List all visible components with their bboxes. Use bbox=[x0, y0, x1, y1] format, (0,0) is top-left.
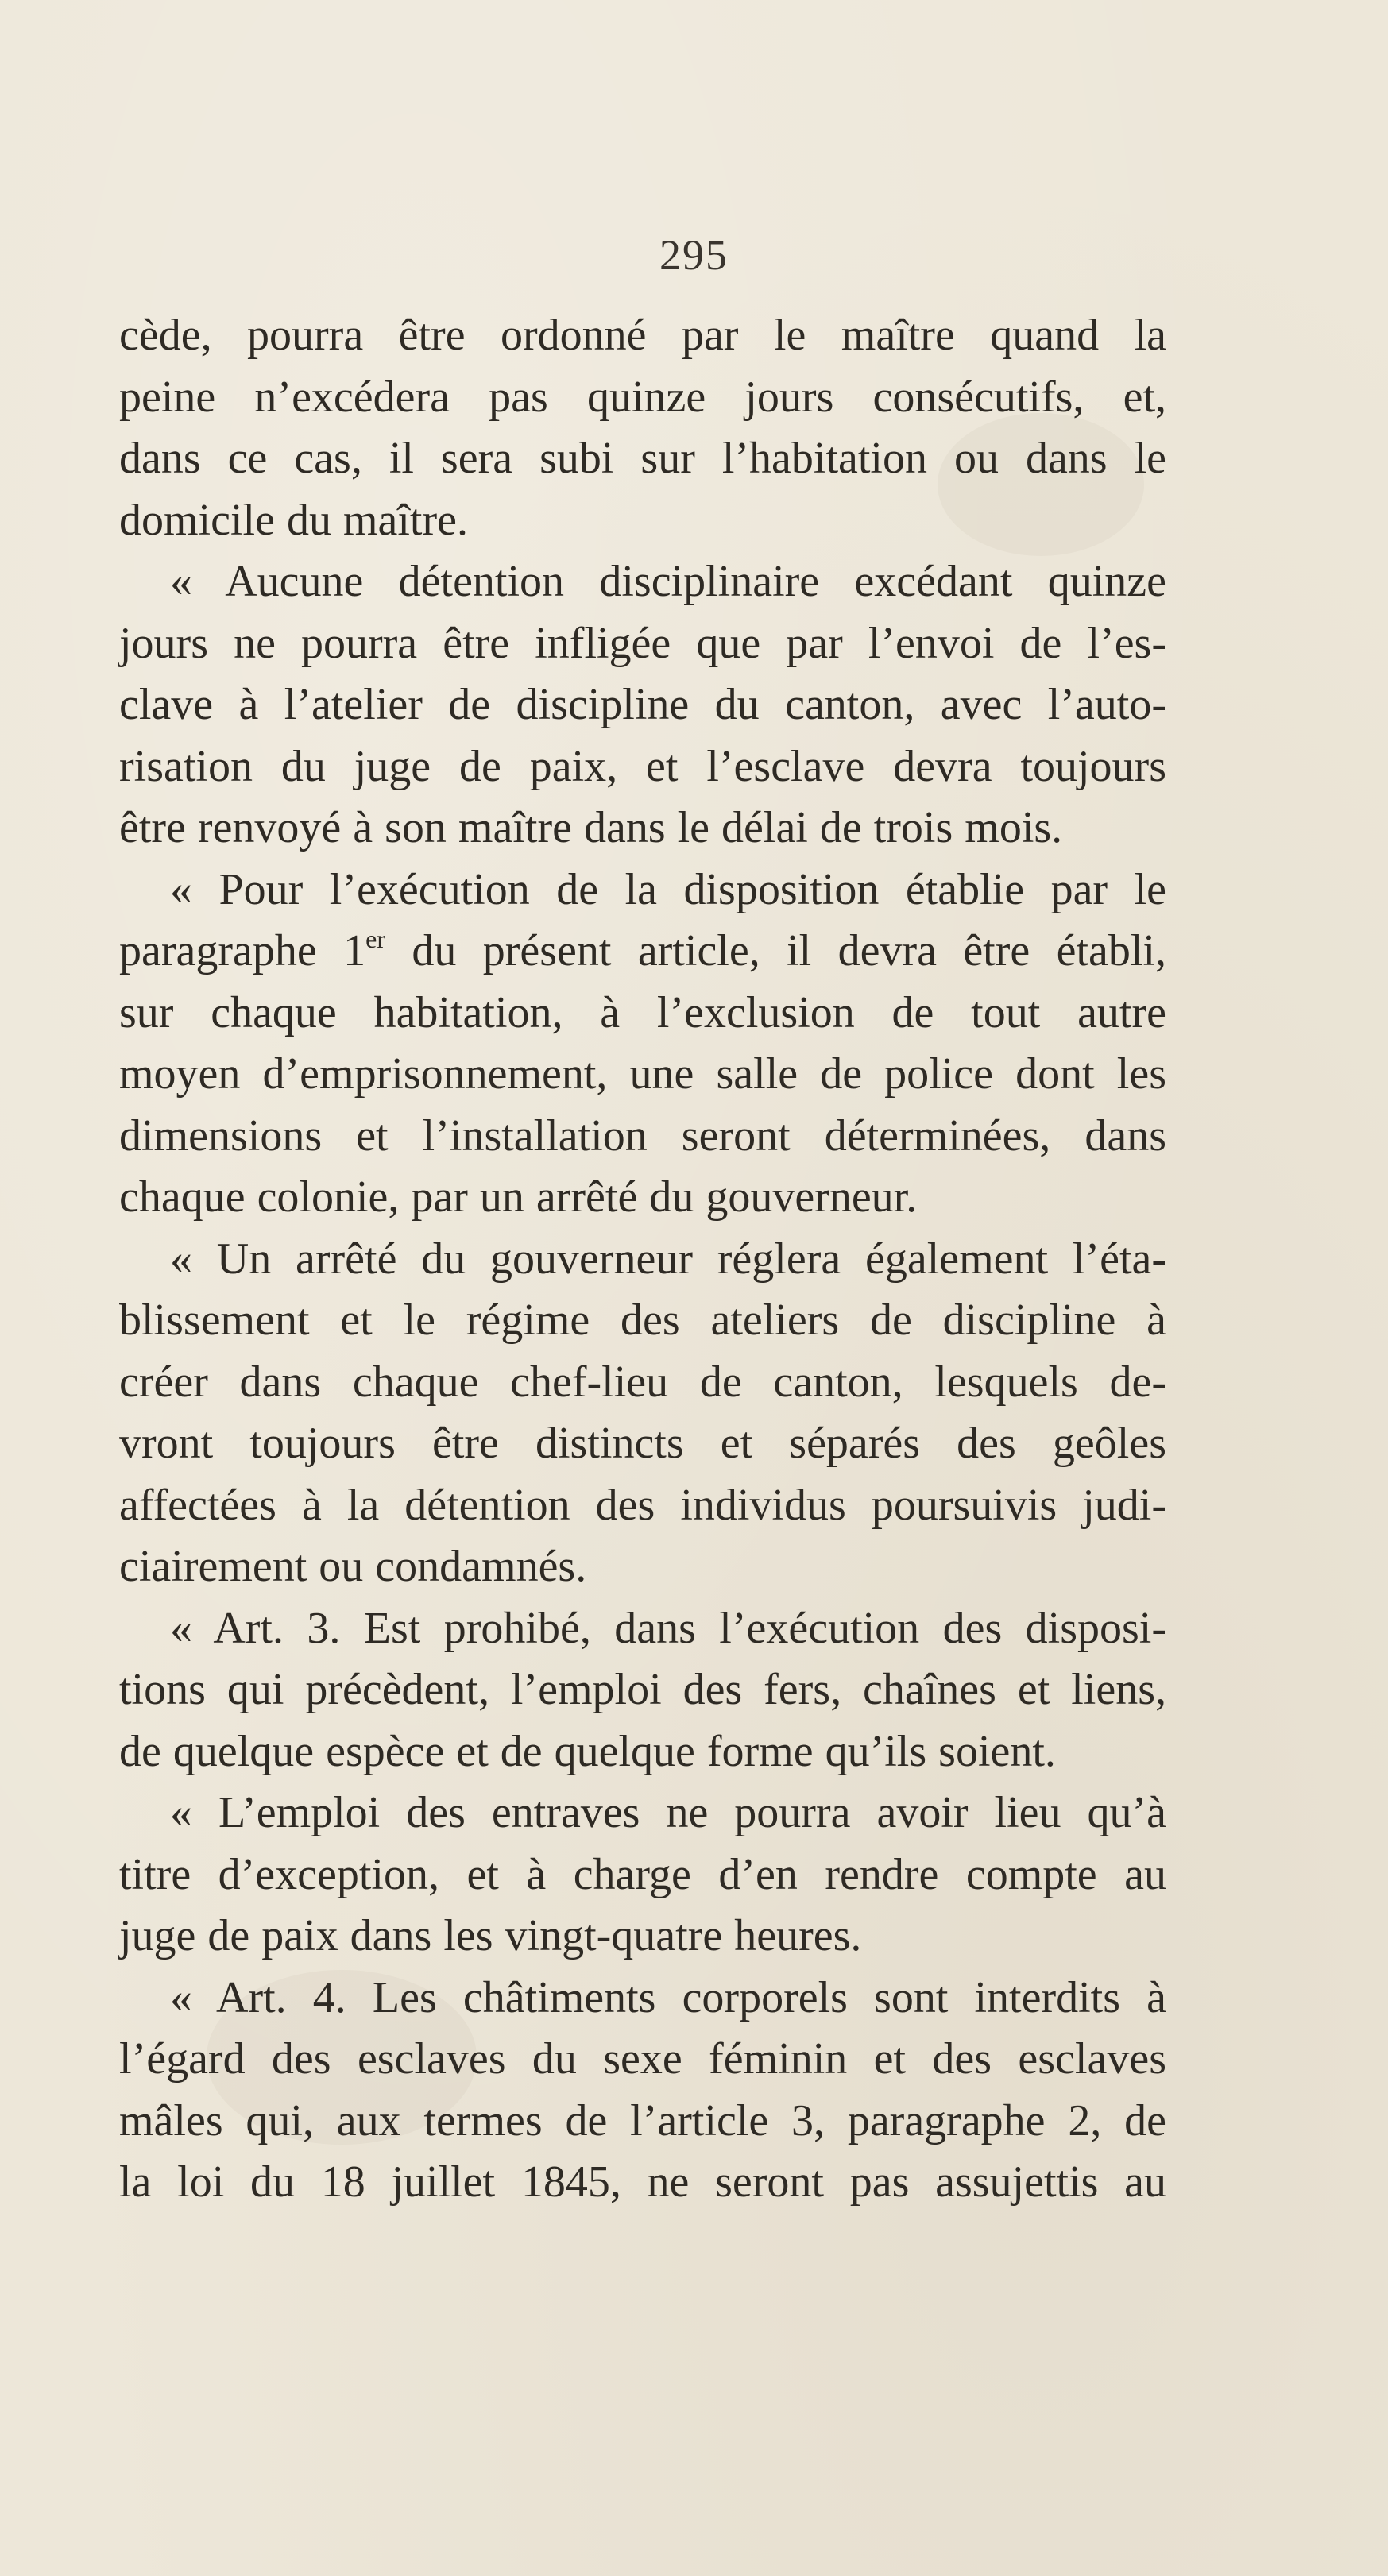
text-line: sur chaque habitation, à l’exclusion de tout autre bbox=[119, 987, 1166, 1037]
text-line: moyen d’emprisonnement, une salle de police dont les bbox=[119, 1049, 1166, 1099]
text-line: peine n’excédera pas quinze jours consécutifs, et, bbox=[119, 372, 1166, 422]
paragraph bbox=[119, 1968, 1166, 2214]
text-line: affectées à la détention des individus poursuivis judi- bbox=[119, 1480, 1166, 1530]
text-line: cède, pourra être ordonné par le maître quand la bbox=[119, 311, 1166, 360]
paragraph bbox=[119, 1598, 1166, 1783]
text-line: ciairement ou condamnés. bbox=[119, 1542, 587, 1591]
text-line: « Aucune détention disciplinaire excédant quinze bbox=[170, 557, 1166, 606]
text-line: dimensions et l’installation seront déterminées, dans bbox=[119, 1110, 1166, 1161]
paragraph bbox=[119, 551, 1166, 859]
paragraph bbox=[119, 1229, 1166, 1598]
text-line: dans ce cas, il sera subi sur l’habitation ou dans le bbox=[119, 434, 1166, 483]
text-line: « Art. 3. Est prohibé, dans l’exécution des disposi- bbox=[170, 1603, 1166, 1653]
text-line: blissement et le régime des ateliers de discipline à bbox=[119, 1296, 1166, 1345]
text-line: domicile du maître. bbox=[119, 495, 468, 545]
text-line: risation du juge de paix, et l’esclave devra toujours bbox=[119, 741, 1166, 791]
text-line: « Pour l’exécution de la disposition établie par le bbox=[170, 864, 1166, 914]
text-line: être renvoyé à son maître dans le délai de trois mois. bbox=[119, 803, 1063, 852]
text-line: mâles qui, aux termes de l’article 3, paragraphe 2, de bbox=[119, 2095, 1166, 2145]
text-line bbox=[119, 921, 1166, 983]
text-line-start: paragraphe 1 bbox=[119, 926, 366, 975]
body-text bbox=[119, 305, 1166, 2214]
text-line: « Un arrêté du gouverneur réglera également l’éta- bbox=[170, 1234, 1166, 1284]
text-line: « L’emploi des entraves ne pourra avoir lieu qu’à bbox=[170, 1788, 1166, 1837]
text-line: juge de paix dans les vingt-quatre heures. bbox=[119, 1911, 862, 1960]
paragraph bbox=[119, 859, 1166, 1229]
text-line: tions qui précèdent, l’emploi des fers, chaînes et liens, bbox=[119, 1665, 1166, 1714]
text-line: titre d’exception, et à charge d’en rendre compte au bbox=[119, 1849, 1166, 1899]
text-line: de quelque espèce et de quelque forme qu’ils soient. bbox=[119, 1726, 1056, 1776]
page-number: 295 bbox=[659, 231, 729, 279]
text-line: l’égard des esclaves du sexe féminin et des esclaves bbox=[119, 2034, 1166, 2084]
text-line: clave à l’atelier de discipline du canton, avec l’auto- bbox=[119, 680, 1166, 729]
text-line: la loi du 18 juillet 1845, ne seront pas assujettis au bbox=[119, 2157, 1166, 2207]
text-line: jours ne pourra être infligée que par l’envoi de l’es- bbox=[119, 618, 1166, 668]
superscript-ordinal: er bbox=[365, 925, 385, 953]
text-line: créer dans chaque chef-lieu de canton, lesquels de- bbox=[119, 1357, 1166, 1407]
paragraph bbox=[119, 1782, 1166, 1968]
text-line: « Art. 4. Les châtiments corporels sont interdits à bbox=[170, 1972, 1166, 2022]
text-line: vront toujours être distincts et séparés des geôles bbox=[119, 1419, 1166, 1468]
text-line: chaque colonie, par un arrêté du gouverneur. bbox=[119, 1172, 918, 1222]
text-line-end: du présent article, il devra être établi, bbox=[385, 926, 1167, 975]
paragraph bbox=[119, 305, 1166, 551]
